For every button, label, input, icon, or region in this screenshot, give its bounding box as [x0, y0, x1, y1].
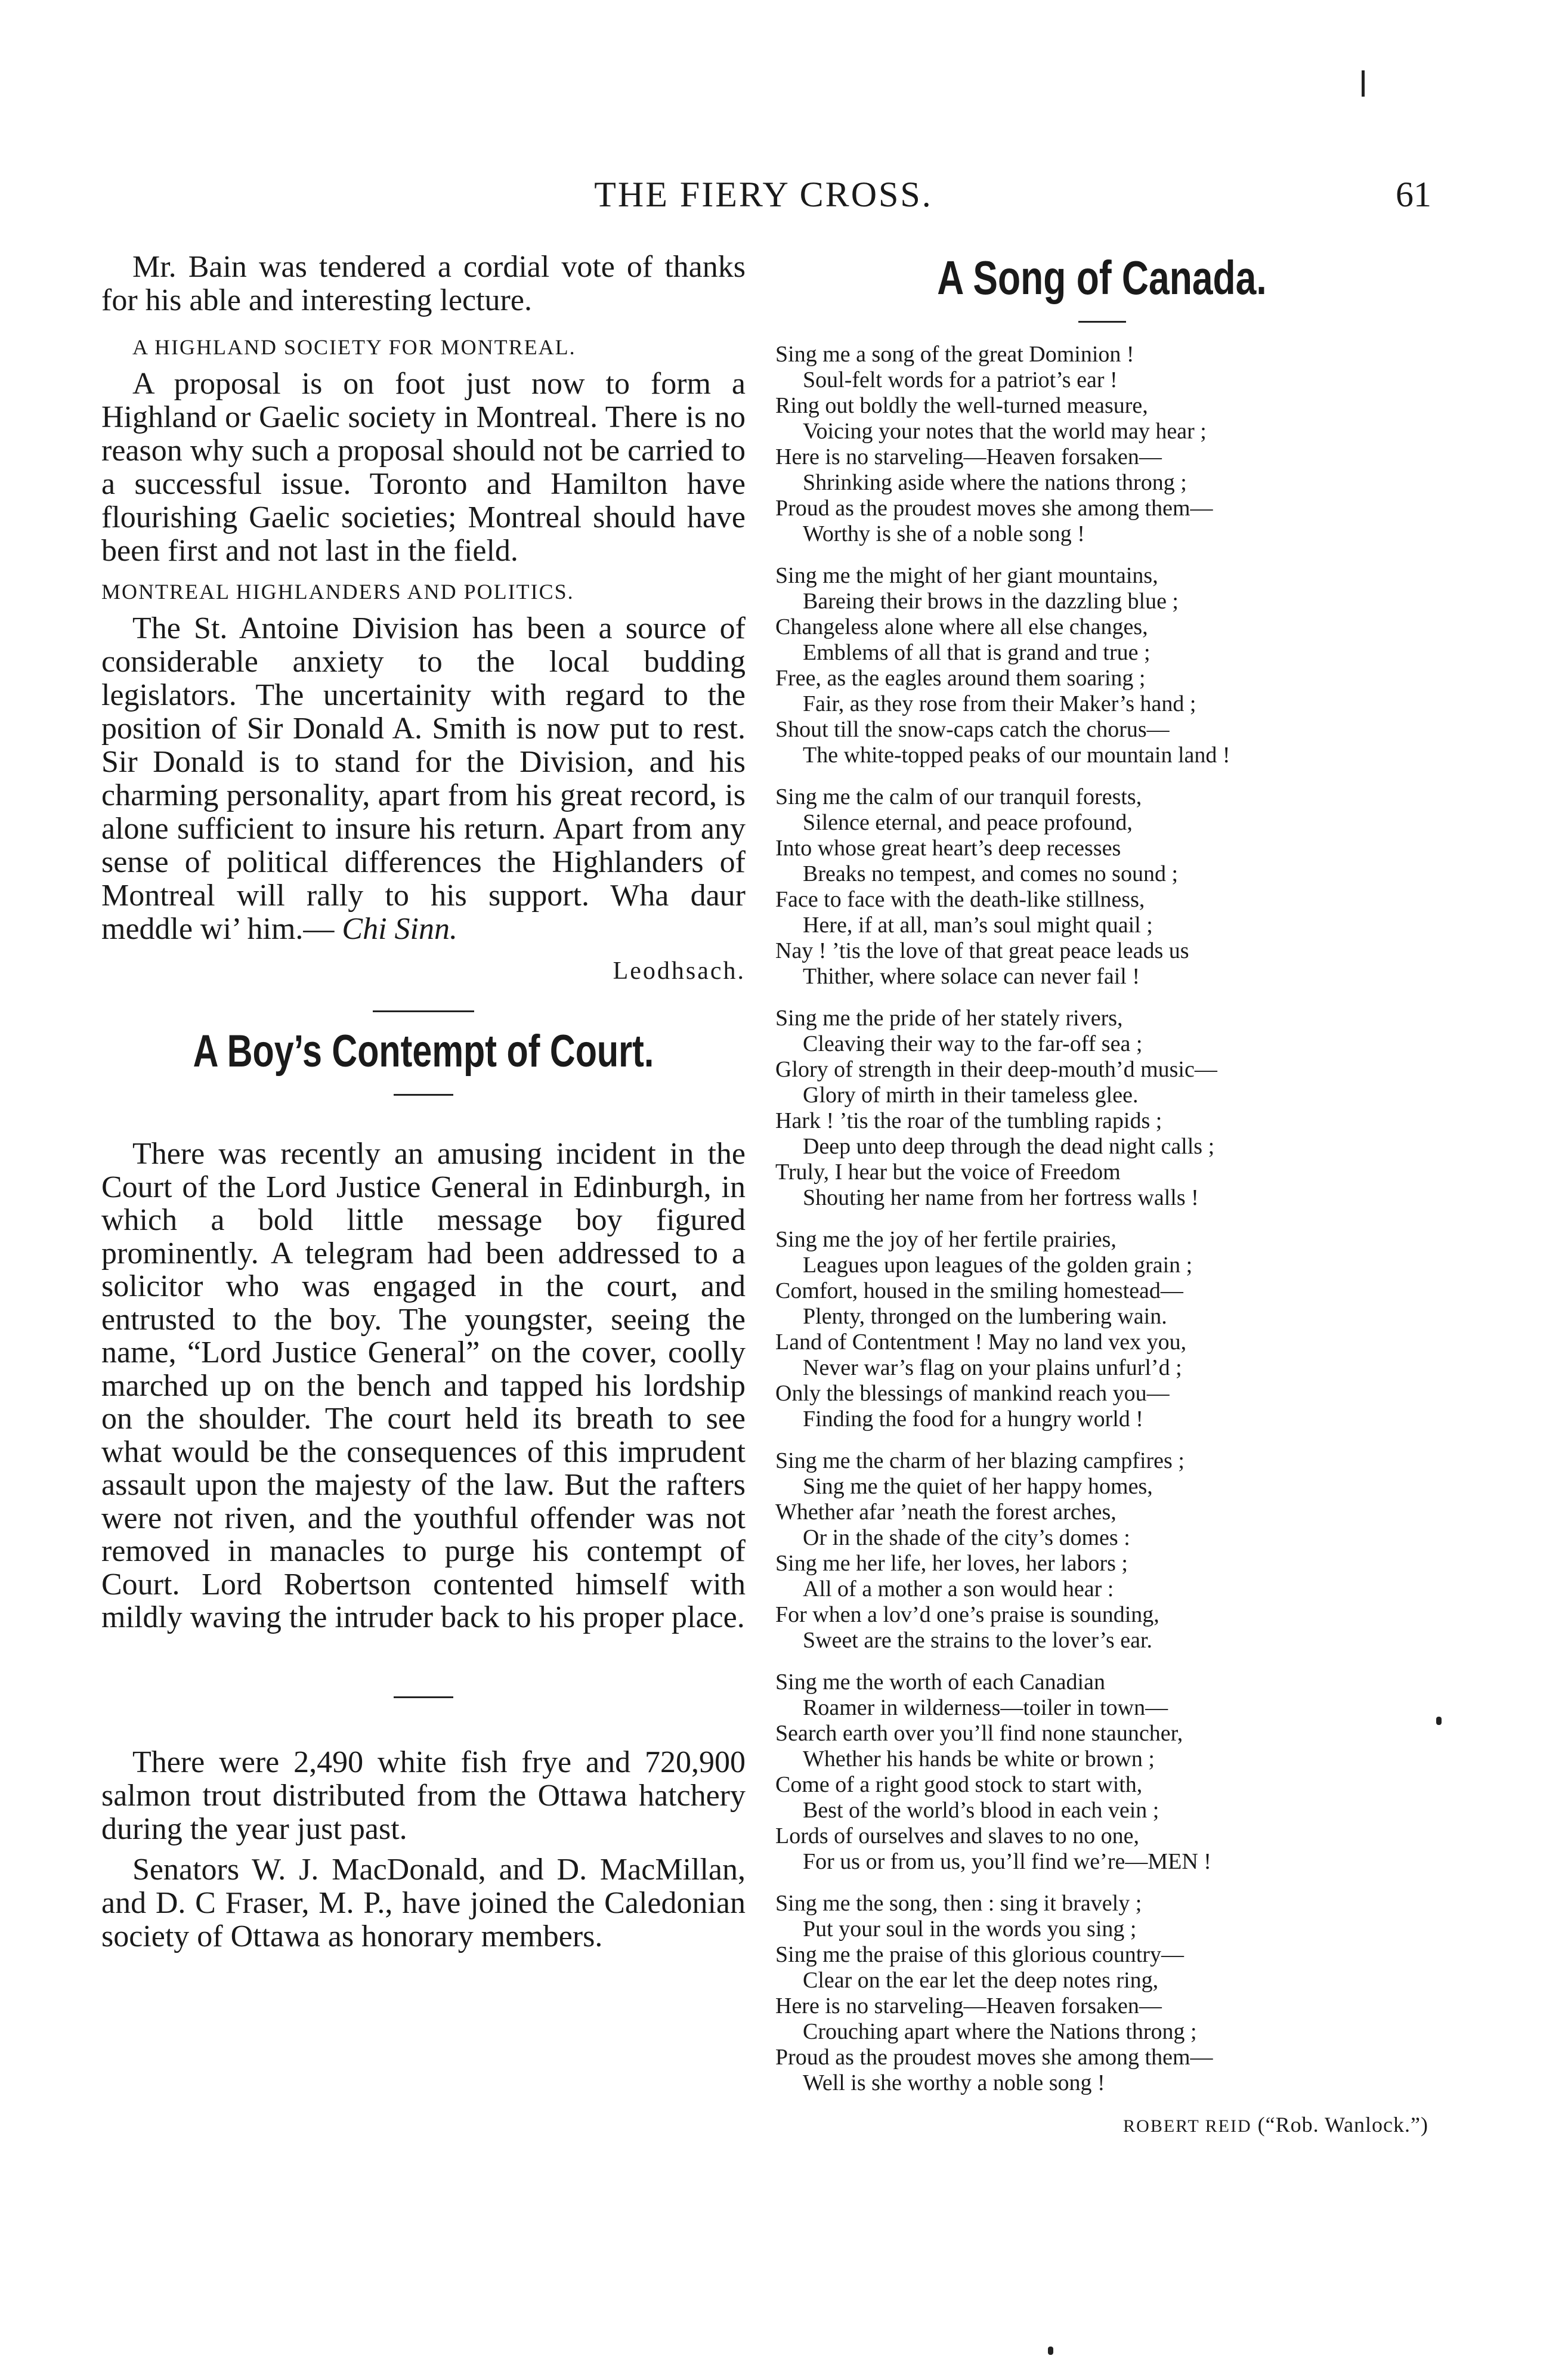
politics-paragraph — [101, 612, 746, 946]
poem-stanza — [775, 1006, 1428, 1211]
poem-stanza — [775, 1227, 1428, 1432]
poem-line: Sing me the praise of this glorious country— — [775, 1942, 1184, 1967]
poem-line: Best of the world’s blood in each vein ; — [803, 1798, 1159, 1823]
poem-line: Sing me a song of the great Dominion ! — [775, 342, 1134, 367]
poem-line: Face to face with the death-like stillness, — [775, 887, 1145, 912]
article-title-contempt: A Boy’s Contempt of Court. — [193, 1026, 654, 1077]
poem-line: Land of Contentment ! May no land vex you, — [775, 1330, 1187, 1355]
poem-line: Voicing your notes that the world may hear ; — [803, 419, 1207, 444]
poem-line: Lords of ourselves and slaves to no one, — [775, 1823, 1139, 1848]
author-alias: (“Rob. Wanlock.”) — [1257, 2113, 1428, 2137]
poem-title-divider — [1078, 321, 1126, 323]
poem-stanzas — [775, 342, 1428, 2096]
poem-line: Fair, as they rose from their Maker’s hand ; — [803, 691, 1196, 716]
poem-line: Bareing their brows in the dazzling blue ; — [803, 589, 1179, 614]
poem-line: Sing me the calm of our tranquil forests, — [775, 784, 1142, 809]
poem-line: Here, if at all, man’s soul might quail ; — [803, 913, 1153, 938]
print-speck — [1048, 2347, 1053, 2355]
politics-text: The St. Antoine Division has been a source of considerable anxiety to the local budding legislators. The uncertainity with regard to the position of Sir Donald A. Smith is now put to rest. Sir Donald is to stand for the Division, and his charming personality, apart from his great record, is alone sufficient to insure his return. Apart from any sense of political differences the Highlanders of Montreal will rally to his support. Wha daur meddle wi’ him.— — [101, 611, 746, 946]
poem-line: For us or from us, you’ll find we’re—MEN ! — [803, 1849, 1211, 1874]
poem-line: Glory of strength in their deep-mouth’d music— — [775, 1057, 1217, 1082]
poem-line: Truly, I hear but the voice of Freedom — [775, 1160, 1121, 1185]
poem-line: Thither, where solace can never fail ! — [803, 964, 1140, 989]
poem-line: Sing me the quiet of her happy homes, — [803, 1474, 1153, 1499]
poem-line: Whether his hands be white or brown ; — [803, 1746, 1155, 1772]
poem-line: Sweet are the strains to the lover’s ear. — [803, 1628, 1152, 1653]
poem-line: Proud as the proudest moves she among them— — [775, 496, 1213, 521]
author-name: ROBERT REID — [1123, 2116, 1252, 2136]
signature-leodhsach: Leodhsach. — [613, 957, 746, 985]
running-title: THE FIERY CROSS. — [594, 175, 933, 214]
poem-line: Finding the food for a hungry world ! — [803, 1406, 1143, 1432]
poem-line: Hark ! ’tis the roar of the tumbling rapids ; — [775, 1108, 1162, 1133]
poem-line: Shouting her name from her fortress walls ! — [803, 1185, 1199, 1210]
poem-stanza — [775, 563, 1428, 768]
poem-line: Changeless alone where all else changes, — [775, 614, 1148, 639]
page-number: 61 — [1396, 175, 1431, 214]
poem-line: Sing me the might of her giant mountains, — [775, 563, 1158, 588]
poem-line: Emblems of all that is grand and true ; — [803, 640, 1151, 665]
poem-stanza — [775, 1891, 1428, 2096]
lecture-thanks-paragraph: Mr. Bain was tendered a cordial vote of thanks for his able and interesting lecture. — [101, 250, 746, 317]
poem-line: Soul-felt words for a patriot’s ear ! — [803, 367, 1118, 392]
poem-line: Sing me her life, her loves, her labors ; — [775, 1551, 1128, 1576]
poem-line: Breaks no tempest, and comes no sound ; — [803, 861, 1179, 886]
poem-line: Free, as the eagles around them soaring ; — [775, 666, 1146, 691]
poem-line: Shout till the snow-caps catch the chorus— — [775, 717, 1170, 742]
poem-line: For when a lov’d one’s praise is sounding, — [775, 1602, 1159, 1627]
poem-stanza — [775, 342, 1428, 547]
poem-title: A Song of Canada. — [937, 251, 1267, 304]
print-speck — [1436, 1717, 1442, 1725]
poem-line: Well is she worthy a noble song ! — [803, 2070, 1105, 2095]
poem-stanza — [775, 1670, 1428, 1875]
poem-line: Here is no starveling—Heaven forsaken— — [775, 1993, 1162, 2018]
poem-line: Ring out boldly the well-turned measure, — [775, 393, 1148, 418]
poem-stanza — [775, 1448, 1428, 1653]
poem-line: Leagues upon leagues of the golden grain ; — [803, 1253, 1193, 1278]
poem-author — [775, 2112, 1428, 2137]
poem-line: Plenty, thronged on the lumbering wain. — [803, 1304, 1167, 1329]
right-column — [775, 251, 1428, 2137]
poem-line: Comfort, housed in the smiling homestead— — [775, 1278, 1183, 1303]
poem-line: Put your soul in the words you sing ; — [803, 1916, 1137, 1942]
poem-line: Glory of mirth in their tameless glee. — [803, 1083, 1139, 1108]
hatchery-paragraph: There were 2,490 white fish frye and 720,900 salmon trout distributed from the Ottawa hatchery during the year just past. — [101, 1745, 746, 1846]
poem-line: Silence eternal, and peace profound, — [803, 810, 1133, 835]
poem-line: Whether afar ’neath the forest arches, — [775, 1500, 1117, 1525]
poem-line: Come of a right good stock to start with, — [775, 1772, 1143, 1797]
margin-mark — [1362, 70, 1365, 97]
poem-line: All of a mother a son would hear : — [803, 1576, 1114, 1602]
poem-line: The white-topped peaks of our mountain land ! — [803, 743, 1230, 768]
poem-line: Sing me the joy of her fertile prairies, — [775, 1227, 1117, 1252]
poem-line: Only the blessings of mankind reach you— — [775, 1381, 1170, 1406]
poem-line: Or in the shade of the city’s domes : — [803, 1525, 1130, 1550]
poem-line: Worthy is she of a noble song ! — [803, 521, 1085, 546]
poem-line: Deep unto deep through the dead night calls ; — [803, 1134, 1215, 1159]
poem-line: Shrinking aside where the nations throng ; — [803, 470, 1187, 495]
poem-line: Into whose great heart’s deep recesses — [775, 836, 1121, 861]
poem-line: Nay ! ’tis the love of that great peace leads us — [775, 938, 1189, 963]
highland-society-paragraph: A proposal is on foot just now to form a Highland or Gaelic society in Montreal. There is no reason why such a proposal should not be carried to a successful issue. Toronto and Hamilton have flourishing Gaelic societies; Montreal should have been first and not last in the field. — [101, 367, 746, 568]
page-header — [95, 174, 1431, 222]
senators-paragraph: Senators W. J. MacDonald, and D. MacMillan, and D. C Fraser, M. P., have joined the Caledonian society of Ottawa as honorary members. — [101, 1852, 746, 1953]
poem-line: Search earth over you’ll find none stauncher, — [775, 1721, 1183, 1746]
left-column — [101, 251, 746, 1953]
poem-line: Crouching apart where the Nations throng ; — [803, 2019, 1197, 2044]
poem-line: Proud as the proudest moves she among them— — [775, 2045, 1213, 2070]
contempt-paragraph: There was recently an amusing incident in the Court of the Lord Justice General in Edinburgh, in which a bold little message boy figured prominently. A telegram had been addressed to a solicitor who was engaged in the court, and entrusted to the boy. The youngster, seeing the name, “Lord Justice General” on the cover, coolly marched up on the bench and tapped his lordship on the shoulder. The court held its breath to see what would be the consequences of this imprudent assault upon the majesty of the law. But the rafters were not riven, and the youthful offender was not removed in manacles to purge his contempt of Court. Lord Robertson contented himself with mildly waving the intruder back to his proper place. — [101, 1137, 746, 1634]
poem-line: Clear on the ear let the deep notes ring, — [803, 1968, 1159, 1993]
section-divider-2 — [394, 1696, 453, 1698]
title-divider — [394, 1094, 453, 1096]
poem-stanza — [775, 784, 1428, 990]
section-heading-politics: MONTREAL HIGHLANDERS AND POLITICS. — [101, 580, 574, 604]
poem-line: Sing me the song, then : sing it bravely ; — [775, 1891, 1142, 1916]
poem-line: Never war’s flag on your plains unfurl’d ; — [803, 1355, 1182, 1380]
section-divider — [373, 1010, 474, 1012]
poem-line: Sing me the worth of each Canadian — [775, 1670, 1105, 1695]
politics-attribution: Chi Sinn. — [342, 912, 457, 946]
poem-line: Roamer in wilderness—toiler in town— — [803, 1695, 1168, 1720]
poem-line: Here is no starveling—Heaven forsaken— — [775, 444, 1162, 469]
poem-line: Sing me the charm of her blazing campfires ; — [775, 1448, 1184, 1473]
poem-line: Sing me the pride of her stately rivers, — [775, 1006, 1123, 1031]
poem-line: Cleaving their way to the far-off sea ; — [803, 1031, 1143, 1056]
section-heading-highland-society: A HIGHLAND SOCIETY FOR MONTREAL. — [132, 335, 576, 359]
